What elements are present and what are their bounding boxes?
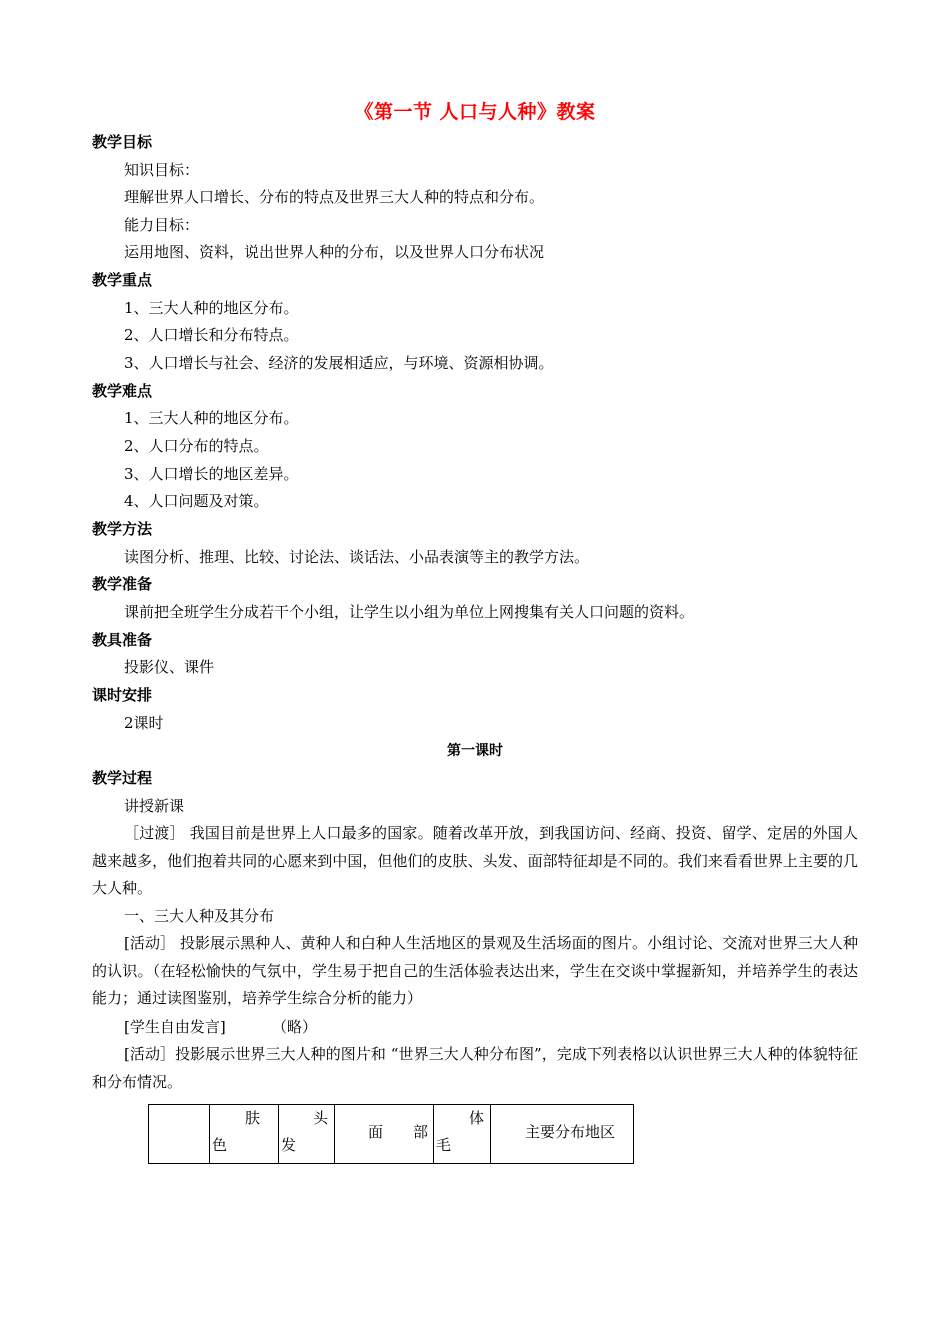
omitted-label: （略） [272, 1018, 318, 1036]
table-header-face [335, 1105, 434, 1164]
key-point-line: 2、人口增长和分布特点。 [124, 326, 299, 344]
goals-line: 运用地图、资料，说出世界人种的分布，以及世界人口分布状况 [124, 243, 545, 261]
table-header-region [491, 1105, 634, 1164]
goals-line: 能力目标： [124, 216, 200, 234]
header-body-1: 体 [469, 1109, 485, 1127]
goals-line: 理解世界人口增长、分布的特点及世界三大人种的特点和分布。 [124, 188, 545, 206]
table-header-row [149, 1105, 634, 1164]
key-point-line: 3、人口增长与社会、经济的发展相适应，与环境、资源相协调。 [124, 354, 554, 372]
races-table [148, 1104, 634, 1164]
subheading-races: 一、三大人种及其分布 [124, 907, 275, 925]
table-header-hair [279, 1105, 335, 1164]
header-skin-2: 色 [212, 1136, 228, 1154]
difficulty-line: 1、三大人种的地区分布。 [124, 409, 299, 427]
difficulty-line: 2、人口分布的特点。 [124, 437, 269, 455]
table-header-skin [210, 1105, 279, 1164]
table-cell-empty [149, 1105, 210, 1164]
heading-tools: 教具准备 [92, 631, 153, 649]
header-hair-1: 头 [313, 1109, 329, 1127]
paragraph-transition: ［过渡］ 我国目前是世界上人口最多的国家。随着改革开放，到我国访问、经商、投资、留学、定居的外国人越来越多，他们抱着共同的心愿来到中国，但他们的皮肤、头发、面部特征却是不同的。我们来看看世界上主要的几大人种。 [92, 824, 858, 897]
header-body-2: 毛 [436, 1136, 452, 1154]
heading-schedule: 课时安排 [92, 686, 153, 704]
difficulty-line: 4、人口问题及对策。 [124, 492, 269, 510]
document-title: 《第一节 人口与人种》教案 [354, 101, 596, 123]
table-header-body-hair [434, 1105, 491, 1164]
header-region: 主要分布地区 [525, 1123, 616, 1141]
heading-goals: 教学目标 [92, 133, 153, 151]
lesson-title: 第一课时 [447, 743, 503, 759]
heading-difficulties: 教学难点 [92, 382, 153, 400]
goals-line: 知识目标： [124, 161, 200, 179]
heading-key-points: 教学重点 [92, 271, 153, 289]
preparation-line: 课前把全班学生分成若干个小组，让学生以小组为单位上网搜集有关人口问题的资料。 [124, 603, 695, 621]
key-point-line: 1、三大人种的地区分布。 [124, 299, 299, 317]
header-face: 面 部 [368, 1123, 429, 1141]
tools-line: 投影仪、课件 [124, 658, 215, 676]
paragraph-activity-1: [活动］ 投影展示黑种人、黄种人和白种人生活地区的景观及生活场面的图片。小组讨论、交流对世界三大人种的认识。（在轻松愉快的气氛中，学生易于把自己的生活体验表达出来，学生在交谈中掌握新知，并培养学生的表达能力；通过读图鉴别，培养学生综合分析的能力） [92, 934, 858, 1007]
heading-preparation: 教学准备 [92, 575, 153, 593]
heading-methods: 教学方法 [92, 520, 153, 538]
heading-process: 教学过程 [92, 769, 153, 787]
schedule-line: 2课时 [124, 714, 164, 732]
paragraph-activity-2: [活动］投影展示世界三大人种的图片和 “世界三大人种分布图”，完成下列表格以认识世界三大人种的体貌特征和分布情况。 [92, 1045, 858, 1091]
methods-line: 读图分析、推理、比较、讨论法、谈话法、小品表演等主的教学方法。 [124, 548, 590, 566]
free-speech-label: [学生自由发言] [124, 1018, 226, 1036]
header-hair-2: 发 [281, 1136, 297, 1154]
difficulty-line: 3、人口增长的地区差异。 [124, 465, 299, 483]
new-lesson-label: 讲授新课 [124, 797, 185, 815]
header-skin-1: 肤 [245, 1109, 261, 1127]
